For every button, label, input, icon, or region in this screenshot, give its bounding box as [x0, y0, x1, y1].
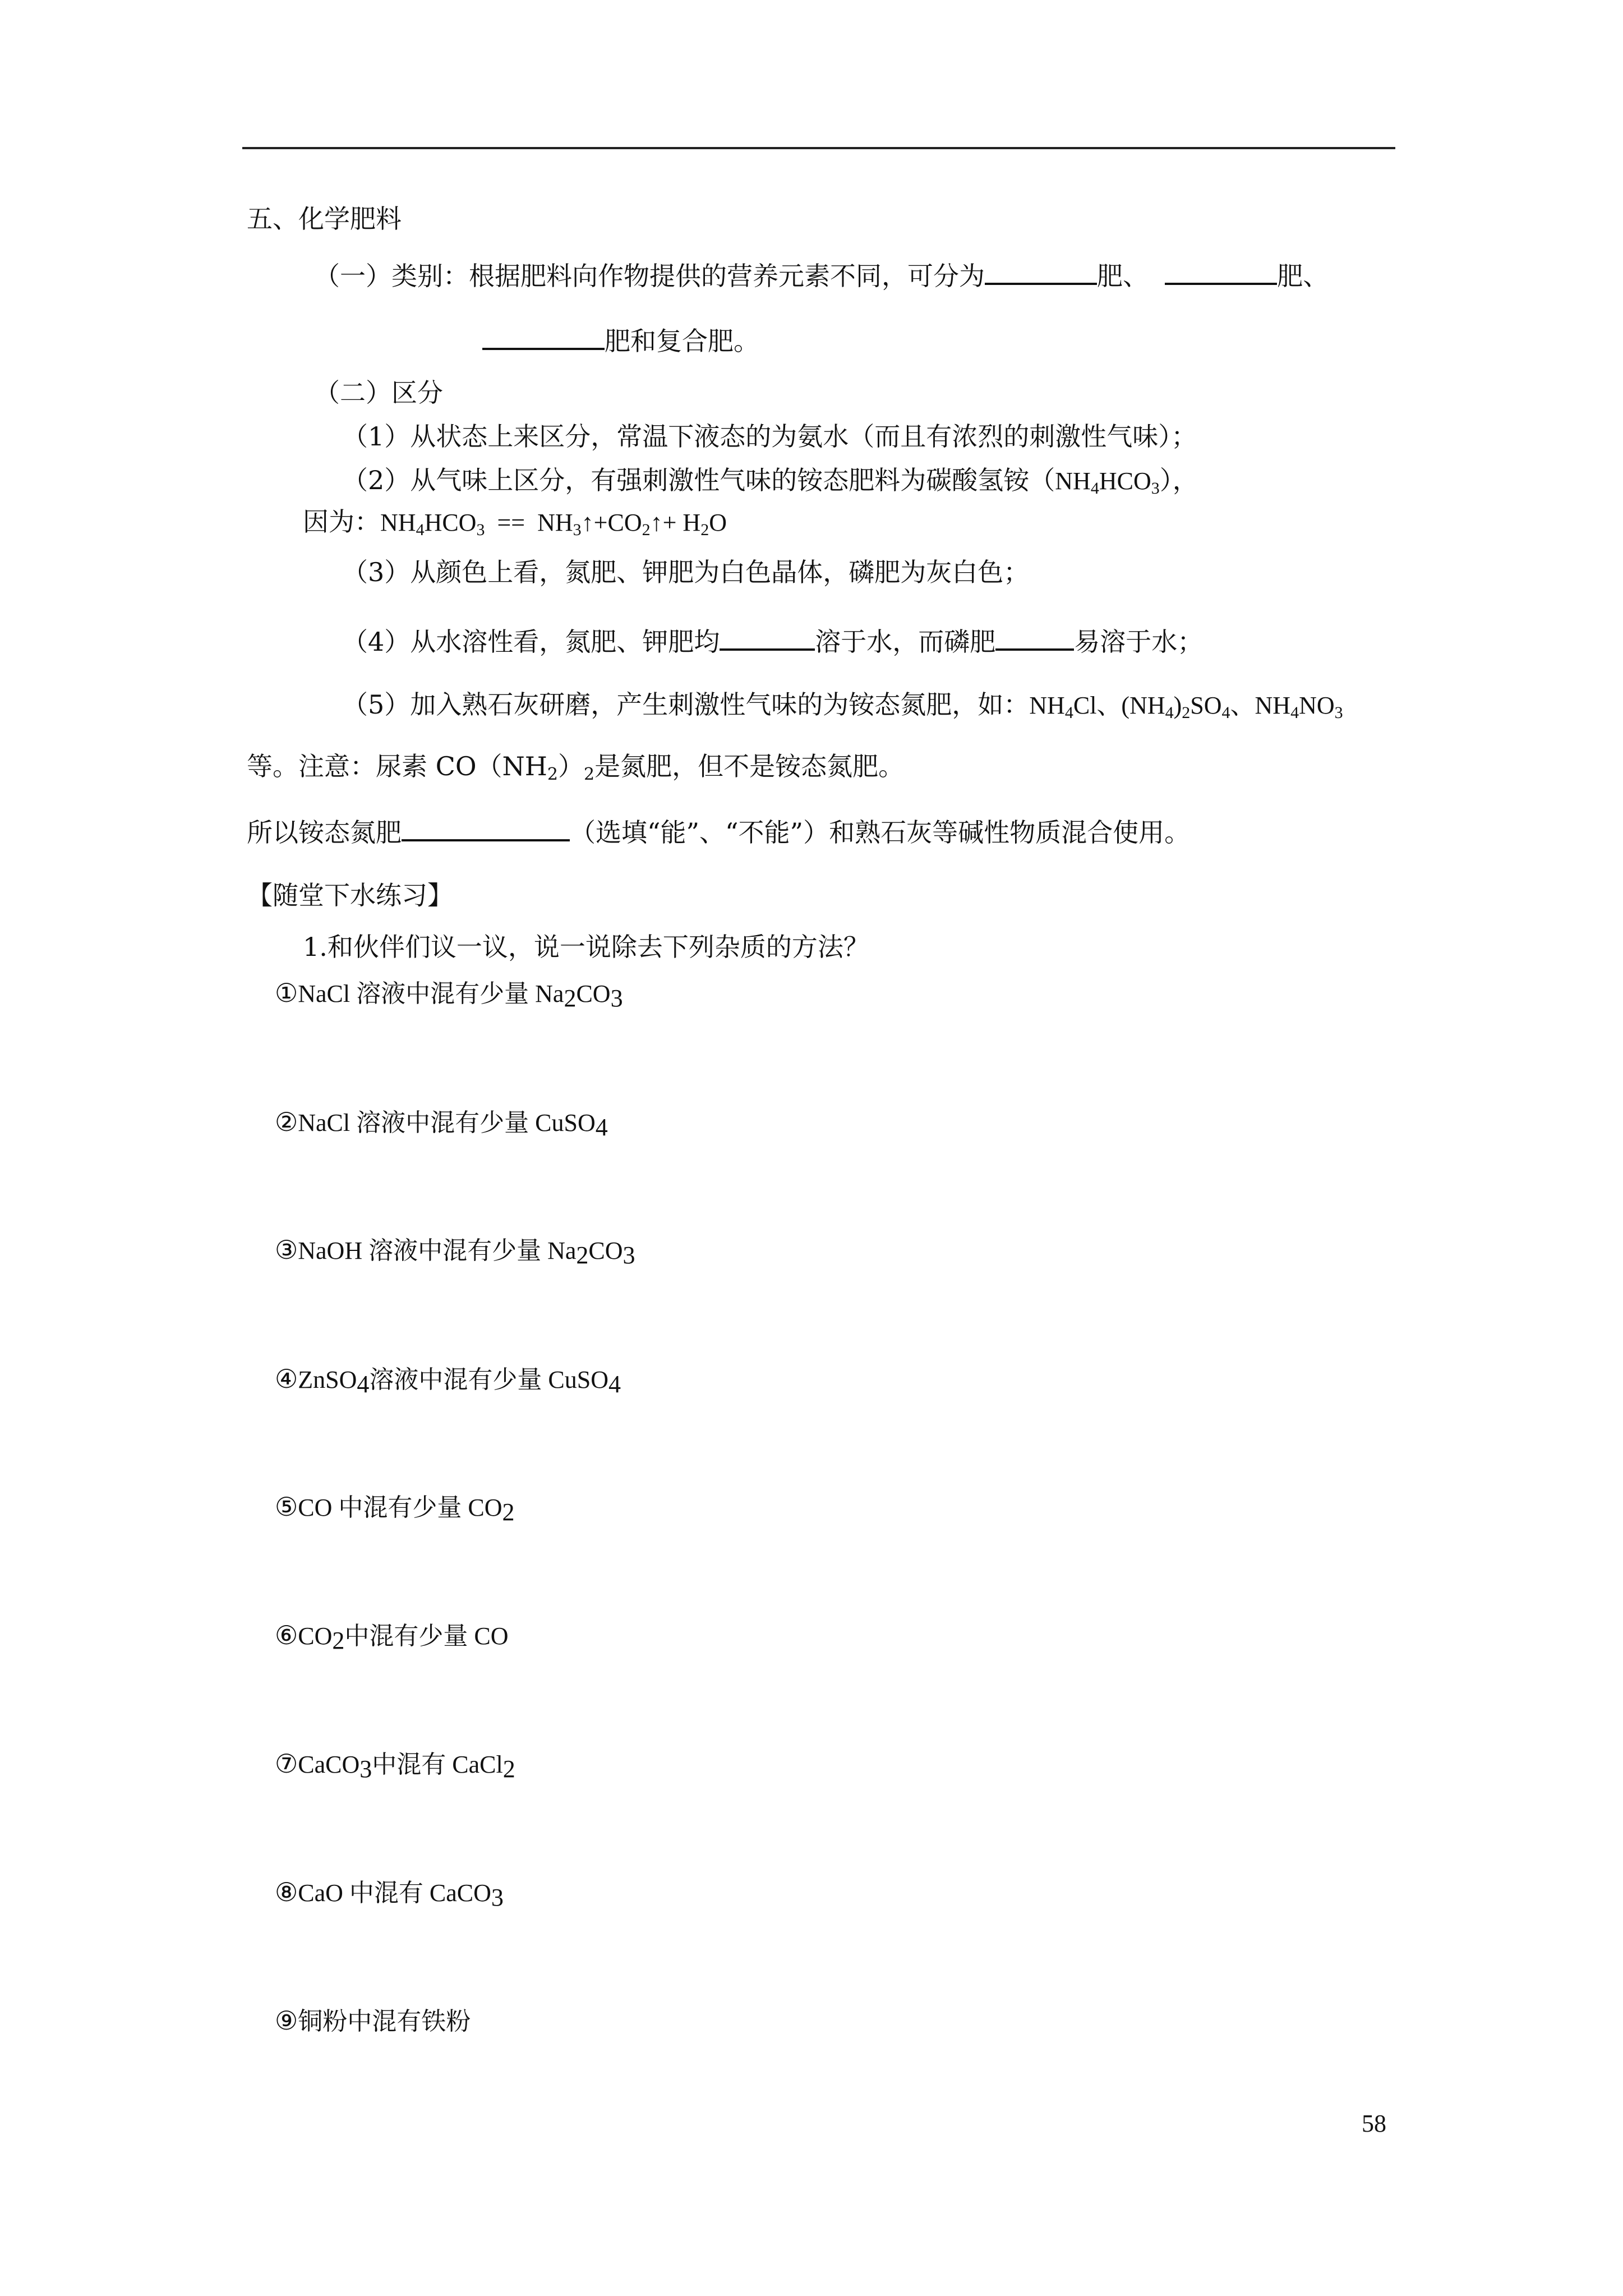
because-label: 因为： [303, 507, 380, 537]
fei-text-1: 肥、 [1097, 261, 1149, 291]
item-text: 中混有少量 CO [344, 1622, 509, 1650]
item-number: ⑧ [275, 1877, 298, 1907]
item-text: CaO 中混有 CaCO [298, 1879, 491, 1907]
item-text: 4 [608, 1370, 621, 1398]
fei-text-3: 肥和复合肥。 [605, 326, 759, 356]
blank-4[interactable] [720, 623, 815, 651]
practice-item [275, 1233, 635, 1268]
item-text: 3 [610, 984, 623, 1012]
category-lead: （一）类别：根据肥料向作物提供的营养元素不同，可分为 [314, 261, 985, 291]
item-text: 4 [357, 1370, 370, 1398]
blank-2[interactable] [1165, 257, 1277, 285]
item-number: ⑨ [275, 2005, 298, 2036]
item-text: 溶液中混有少量 CuSO [369, 1366, 608, 1393]
item-text: ZnSO [298, 1366, 357, 1393]
practice-item [275, 1875, 504, 1910]
item-text: 4 [595, 1114, 608, 1141]
item-text: 2 [502, 1498, 515, 1526]
equation-line [303, 505, 727, 540]
section-heading: 五、化学肥料 [247, 204, 402, 234]
item-number: ⑦ [275, 1749, 298, 1779]
ammonium-formulas: $NH_4Cl$、$(NH_4)_2SO_4$、$NH_4NO_3$ [1029, 692, 1343, 722]
conclusion-line: 所以铵态氮肥 （选填“能”、“不能”）和熟石灰等碱性物质混合使用。 [247, 813, 1190, 849]
item-text: CO [298, 1622, 333, 1650]
item-text: 2 [576, 1241, 589, 1269]
item-number: ⑤ [275, 1492, 298, 1522]
practice-item [275, 1105, 608, 1140]
blank-1[interactable] [985, 257, 1097, 285]
practice-question: 1.和伙伴们议一议，说一说除去下列杂质的方法？ [303, 932, 869, 962]
item-number: ⑥ [275, 1620, 298, 1650]
item-number: ④ [275, 1364, 298, 1394]
practice-item [275, 1618, 509, 1653]
item-2 [342, 463, 1198, 498]
practice-item [275, 2004, 471, 2039]
page-number: 58 [1362, 2110, 1386, 2137]
blank-3[interactable] [482, 322, 605, 350]
item-text: CaCO [298, 1751, 360, 1778]
item-3: （3）从颜色上看，氮肥、钾肥为白色晶体，磷肥为灰白色； [342, 557, 1030, 587]
practice-item [275, 1490, 515, 1525]
item-2-formula: $NH_4HCO_3$ [1055, 467, 1160, 498]
item-5: （5）加入熟石灰研磨，产生刺激性气味的为铵态氮肥，如：$NH_4Cl$、$(NH_4)_2SO_4$、$NH_4NO_3$ [342, 689, 1343, 722]
category-line-2 [482, 322, 759, 358]
item-text: CO 中混有少量 CO [298, 1494, 502, 1521]
item-text: NaCl 溶液中混有少量 CuSO [298, 1109, 596, 1137]
blank-5[interactable] [995, 623, 1074, 651]
item-text: CO [588, 1237, 623, 1264]
item-number: ① [275, 978, 298, 1008]
item-text: NaCl 溶液中混有少量 Na [298, 980, 564, 1007]
fei-text-2: 肥、 [1277, 261, 1329, 291]
item-number: ② [275, 1107, 298, 1137]
blank-6[interactable] [402, 813, 570, 841]
item-text: CO [576, 980, 611, 1007]
item-text: 3 [623, 1241, 635, 1269]
item-4: （4）从水溶性看，氮肥、钾肥均 溶于水，而磷肥 易溶于水； [342, 623, 1203, 659]
practice-item [275, 1747, 515, 1782]
item-text: 铜粉中混有铁粉 [298, 2008, 471, 2035]
distinguish-heading: （二）区分 [314, 378, 443, 408]
note-line: 等。注意：尿素 $CO(NH_2)_2$是氮肥，但不是铵态氮肥。 [247, 751, 905, 784]
practice-item [275, 976, 623, 1011]
category-line [314, 257, 1329, 293]
item-text: 3 [491, 1884, 504, 1911]
item-text: 3 [359, 1755, 372, 1783]
item-2-text: （2）从气味上区分，有强刺激性气味的铵态肥料为碳酸氢铵（ [342, 465, 1055, 495]
item-1: （1）从状态上来区分，常温下液态的为氨水（而且有浓烈的刺激性气味）； [342, 421, 1197, 452]
item-text: 2 [502, 1755, 515, 1783]
item-text: 中混有 CaCl [372, 1751, 503, 1778]
header-rule [242, 147, 1395, 149]
item-2-close: ）， [1159, 465, 1198, 495]
decomposition-equation: $NH_4HCO_3$ == $NH_3↑+CO_2↑+ H_2O$ [380, 509, 727, 539]
item-text: 2 [564, 984, 577, 1012]
item-text: NaOH 溶液中混有少量 Na [298, 1237, 577, 1264]
item-text: 2 [332, 1627, 345, 1654]
item-number: ③ [275, 1235, 298, 1265]
practice-item [275, 1362, 621, 1397]
practice-heading: 【随堂下水练习】 [247, 880, 453, 910]
